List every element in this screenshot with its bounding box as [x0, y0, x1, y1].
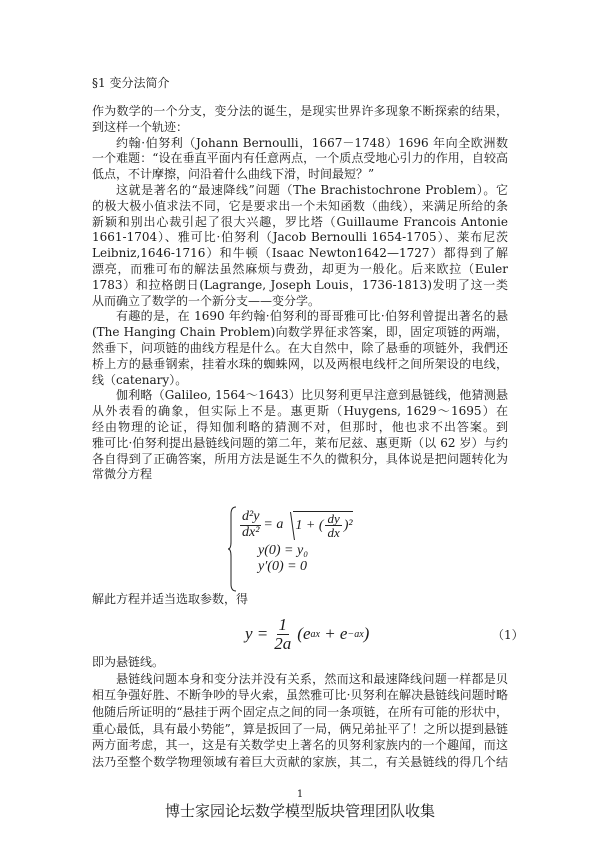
text-line: 然垂下，问项链的曲线方程是什么。在大自然中，除了悬垂的项链外，我們还: [92, 340, 508, 355]
text-line: 桥上方的悬垂钢索，挂着水珠的蜘蛛网，以及两根电线杆之间所架设的电线，: [92, 356, 508, 371]
text-line: 重心最低，具有最小势能”，算是扳回了一局，俩兄弟扯平了！之所以提到悬链: [92, 721, 508, 736]
text-line: 即为悬链线。: [92, 655, 165, 669]
equation-row-2: y(0) = y₀: [258, 543, 309, 558]
text-line: 悬链线问题本身和变分法并没有关系，然而这和最速降线问题一样都是贝: [116, 671, 508, 686]
text-line: 伽利略（Galileo, 1564～1643）比贝努利更早注意到悬链线，他猜测悬: [116, 388, 508, 403]
equation-row-3: y′(0) = 0: [258, 559, 308, 574]
equation-close: ): [363, 624, 370, 644]
text-line: 法乃至整个数学物理领域有着巨大贡献的家族，其二，有关悬链线的得几个结: [92, 755, 508, 770]
text-line: 常微分方程: [92, 467, 153, 482]
text-line: Leibniz,1646-1716）和牛顿（Isaac Newton1642—1727）都得到了解: [92, 246, 508, 261]
equation-lhs: y =: [245, 624, 269, 644]
exponent-2: −ax: [347, 628, 364, 640]
text-line: 漂亮，而雅可布的解法虽然麻烦与费劲，却更为一般化。后来欧拉（Euler: [92, 261, 508, 276]
body-text-block-3: [92, 654, 508, 771]
body-text-block-2: [92, 592, 508, 608]
text-line: 线（catenary）。: [92, 372, 188, 387]
text-line: 1661-1704）、雅可比·伯努利（Jacob Bernoulli 1654-1705）、莱布尼茨: [92, 230, 508, 245]
page-footer: 博士家园论坛数学模型版块管理团队收集: [164, 802, 435, 820]
body-text-block-1: [92, 104, 508, 483]
text-line: 约翰·伯努利（Johann Bernoulli，1667－1748）1696 年向全欧洲数: [116, 135, 508, 150]
equation-open: (e: [297, 624, 311, 644]
inner-numerator: dy: [327, 510, 340, 526]
text-line: 的极大极小值求法不同，它是要求出一个未知函数（曲线），来满足所给的条: [92, 198, 508, 213]
left-brace-icon: [228, 506, 238, 592]
text-line: 1783）和拉格朗日(Lagrange, Joseph Louis，1736-1813)发明了这一类: [92, 277, 508, 292]
section-heading: §1 变分法简介: [92, 76, 170, 90]
page-number: 1: [296, 789, 304, 800]
equals-a: = a: [263, 517, 284, 533]
sqrt-inner-post: )²: [343, 517, 353, 533]
square-root: [293, 511, 352, 540]
equation-row-1: [238, 510, 353, 540]
text-line: 各自得到了正确答案，所用方法是诞生不久的微积分，具体说是把问题转化为: [92, 451, 508, 466]
inner-denominator: dx: [327, 525, 340, 541]
text-line: 新颖和别出心裁引起了很大兴趣，罗比塔（Guillaume Francois Antonie: [92, 214, 508, 229]
equation-plus: + e: [319, 624, 348, 644]
text-line: (The Hanging Chain Problem)向数学界征求答案，即，固定项链的两端，: [92, 325, 508, 340]
text-line: 雅可比·伯努利提出悬链线问题的第二年，莱布尼兹、惠更斯（以 62 岁）与约: [92, 435, 508, 450]
differential-equation-system: [228, 506, 358, 592]
fraction-numerator: d²y: [242, 509, 260, 524]
text-line: 从而确立了数学的一个新分支——变分学。: [92, 293, 321, 308]
text-line: 一个难题：“设在垂直平面内有任意两点，一个质点受地心引力的作用，自较高: [92, 151, 508, 166]
text-line: 有趣的是，在 1690 年约翰·伯努利的哥哥雅可比·伯努利曾提出著名的悬: [116, 309, 508, 324]
text-line: 到这样一个轨迹：: [92, 119, 189, 134]
text-line: 这就是著名的“最速降线”问题（The Brachistochrone Problem）。它: [116, 182, 508, 197]
fraction-denominator: 2a: [274, 633, 292, 653]
fraction-numerator: 1: [278, 615, 288, 634]
text-line: 作为数学的一个分支，变分法的诞生，是现实世界许多现象不断探索的结果，: [92, 104, 508, 118]
text-line: 两方面考虑，其一，这是有关数学史上著名的贝努利家族内的一个趣闻，而这: [92, 738, 508, 753]
text-line: 解此方程并适当选取参数，得: [92, 592, 249, 606]
text-line: 低点，不计摩擦，问沿着什么曲线下滑，时间最短？”: [92, 167, 375, 182]
text-line: 经由物理的论证，得知伽利略的猜测不对，但那时，他也求不出答案。到: [92, 419, 508, 434]
sqrt-inner-pre: 1 + (: [295, 517, 324, 533]
equation-number: （1）: [492, 628, 524, 642]
text-line: 从外表看的确象，但实际上不是。惠更斯（Huygens, 1629～1695）在: [92, 404, 508, 419]
catenary-equation: [245, 616, 369, 653]
text-line: 他随后所证明的“悬挂于两个固定点之间的同一条项链，在所有可能的形状中，: [92, 705, 508, 720]
fraction-denominator: dx²: [242, 524, 260, 540]
exponent-1: ax: [310, 628, 320, 640]
text-line: 相互争强好胜、不断争吵的导火索，虽然雅可比·贝努利在解决悬链线问题时略: [92, 688, 508, 703]
